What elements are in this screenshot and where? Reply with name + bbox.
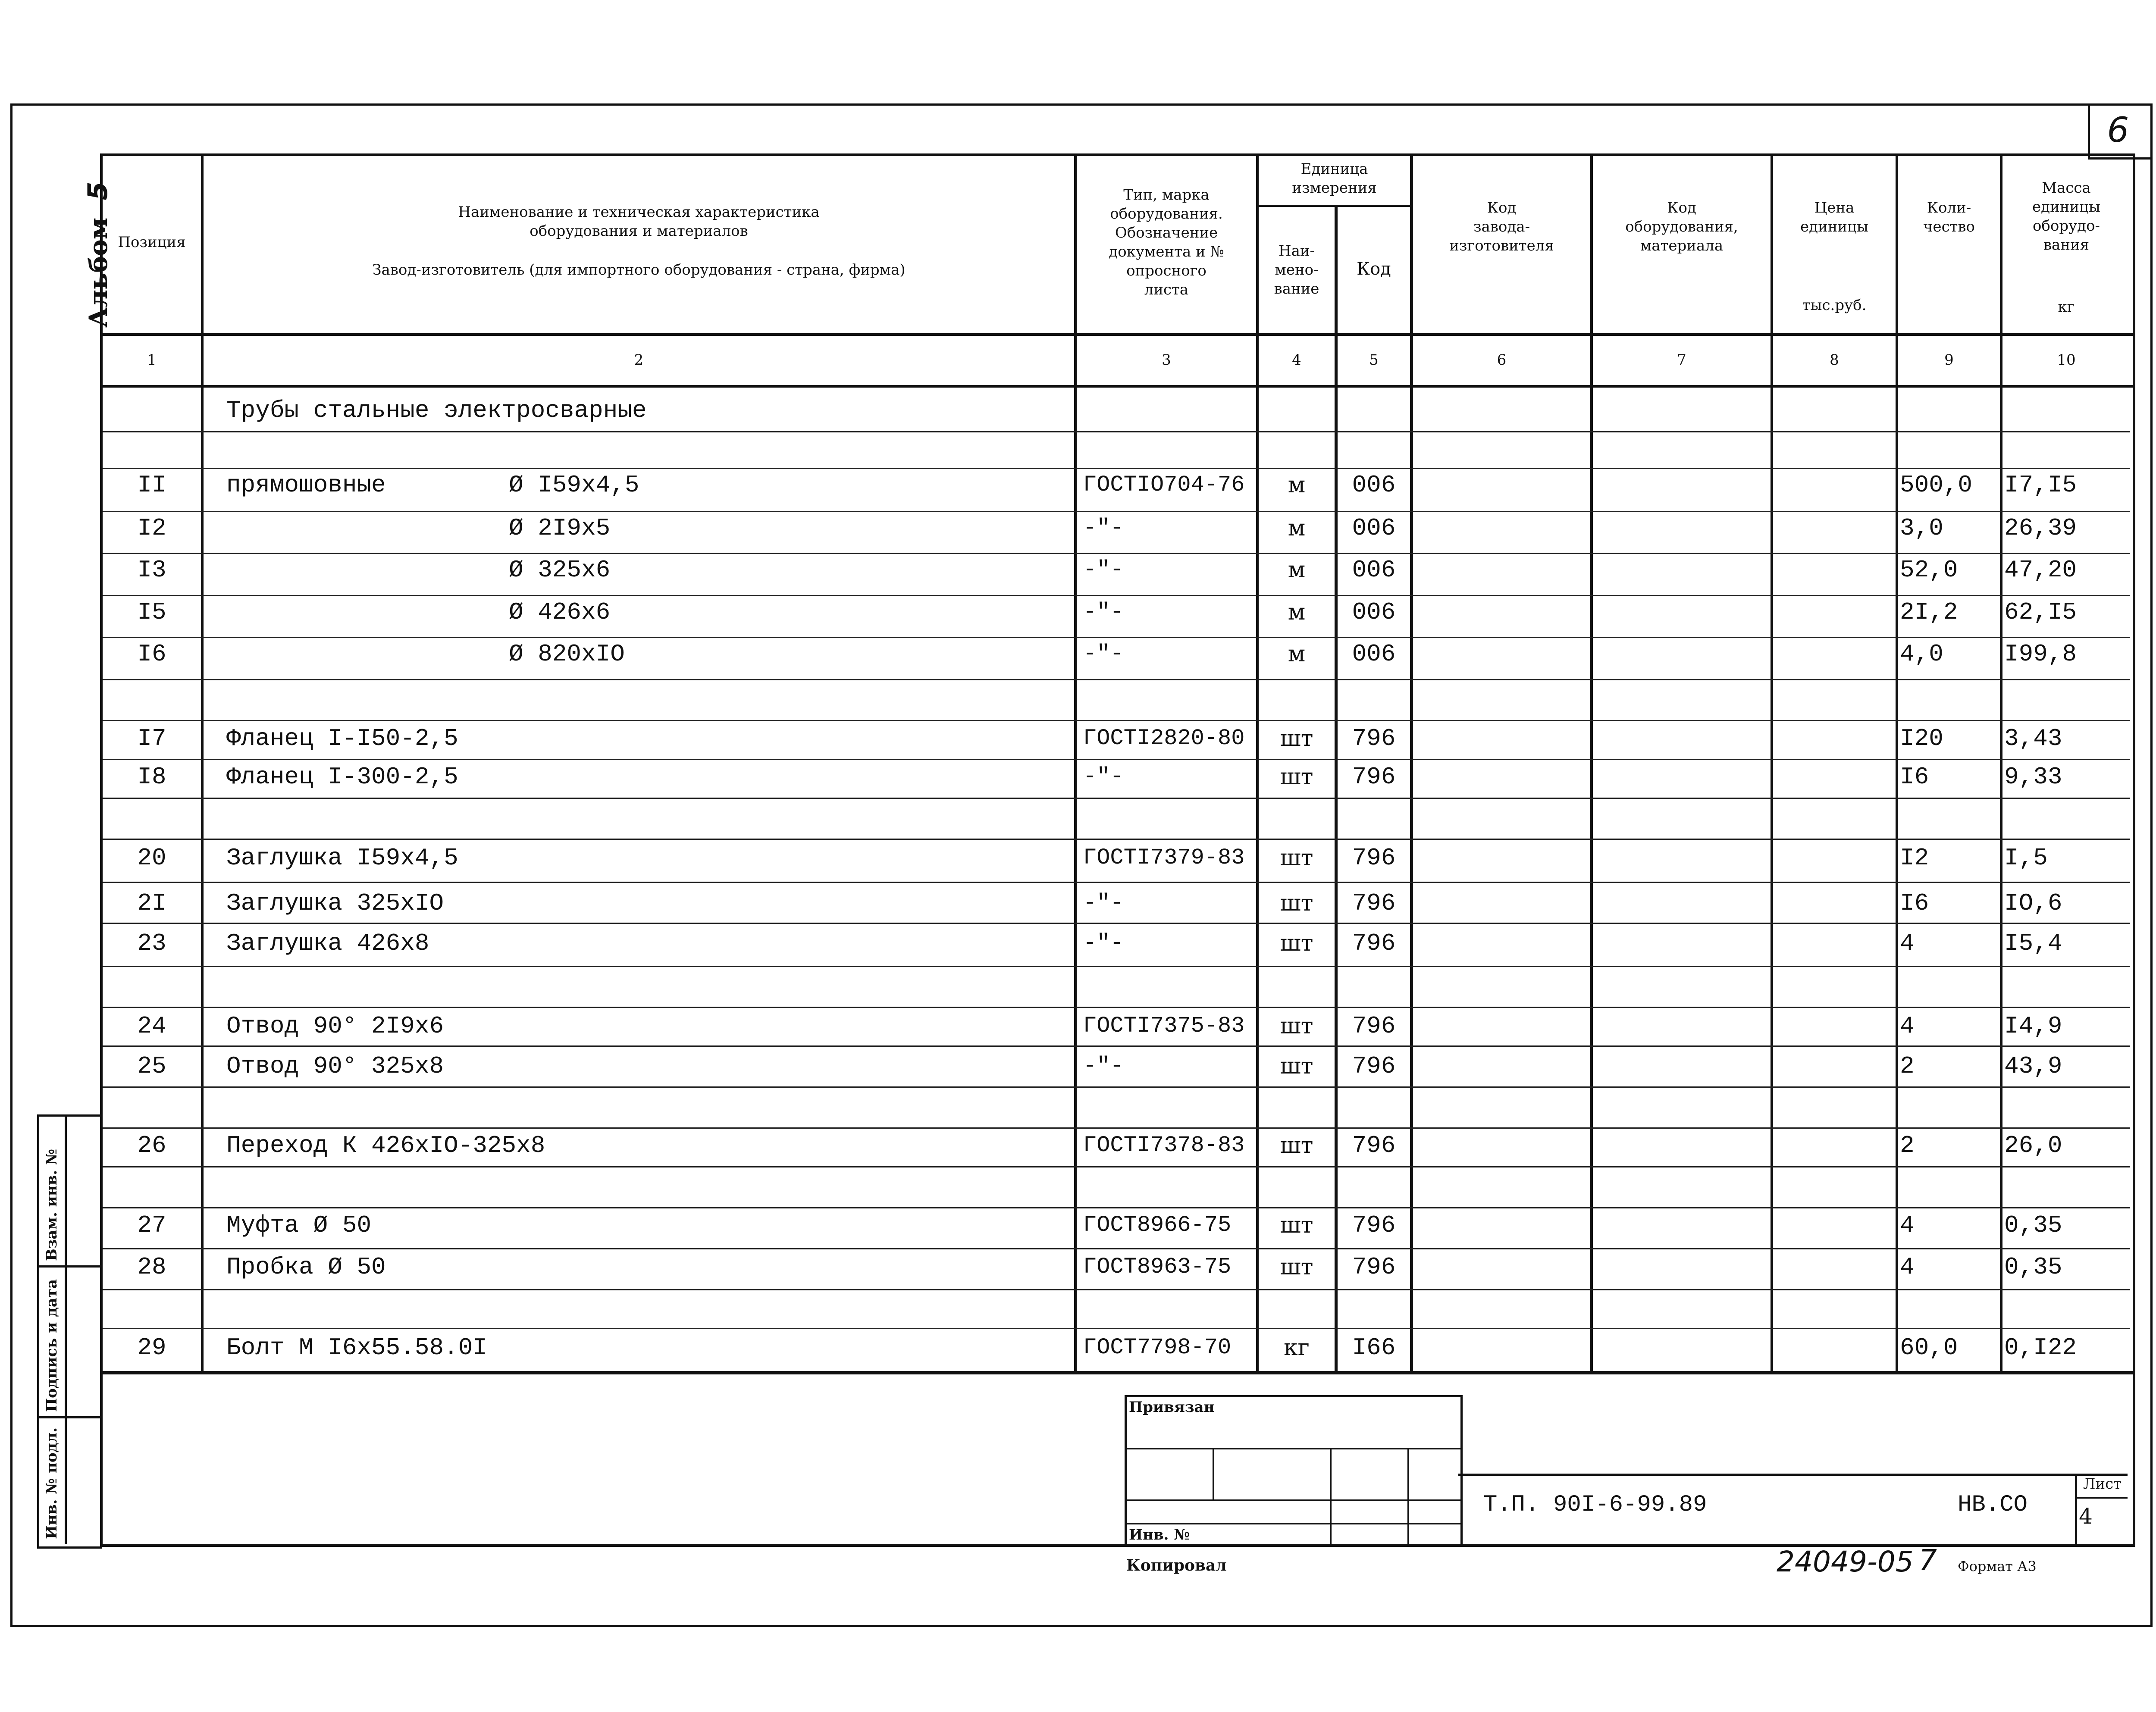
kopiroval-label: Копировал <box>1126 1556 1227 1574</box>
row-mass: 0,I22 <box>2004 1334 2077 1361</box>
row-doc: ГОСТI7375-83 <box>1083 1013 1245 1039</box>
row-qty: 2 <box>1900 1052 1915 1080</box>
row-divider <box>103 511 2130 512</box>
row-size: Ø 820xIO <box>509 640 625 668</box>
row-doc: ГОСТIO704-76 <box>1083 472 1245 498</box>
row-position: 24 <box>137 1012 166 1040</box>
row-position: 23 <box>137 930 166 957</box>
row-position: II <box>137 471 166 499</box>
row-unit: шт <box>1280 726 1313 751</box>
row-doc: ГОСТI7379-83 <box>1083 845 1245 870</box>
row-unit: шт <box>1280 890 1313 916</box>
col7-header-line: Код <box>1667 199 1696 216</box>
row-mass: 62,I5 <box>2004 598 2077 626</box>
sheet-number: 4 <box>2079 1504 2093 1529</box>
row-mass: 9,33 <box>2004 763 2062 791</box>
unit-group-header-line: Единица <box>1300 160 1368 178</box>
col8-header-line: Цена <box>1814 199 1855 216</box>
row-unit: м <box>1288 599 1306 625</box>
row-code: 796 <box>1352 844 1396 872</box>
row-position: I5 <box>137 598 166 626</box>
privyazan-label: Привязан <box>1129 1399 1215 1416</box>
privyazan-vline <box>1213 1448 1214 1501</box>
row-qty: 4 <box>1900 1012 1915 1040</box>
album-label-text: Альбом <box>84 217 113 328</box>
row-code: 796 <box>1352 763 1396 791</box>
col3-header-line: опросного <box>1126 262 1206 279</box>
col-number: 5 <box>1369 351 1379 369</box>
row-qty: 4 <box>1900 1253 1915 1281</box>
row-doc: -"- <box>1083 515 1124 541</box>
row-divider <box>103 839 2130 840</box>
privyazan-hline <box>1125 1523 1460 1524</box>
vline-6 <box>1590 153 1593 1373</box>
row-doc: -"- <box>1083 557 1124 582</box>
col2-header-line2: оборудования и материалов <box>530 222 748 240</box>
row-unit: шт <box>1280 1053 1313 1079</box>
col-number: 2 <box>634 351 644 369</box>
col10-unit: кг <box>2058 298 2075 316</box>
section-title: Трубы стальные электросварные <box>226 397 647 424</box>
row-doc: -"- <box>1083 641 1124 667</box>
row-divider <box>103 720 2130 721</box>
col-number: 9 <box>1944 351 1954 369</box>
col7-header-line: материала <box>1640 237 1724 254</box>
row-qty: 52,0 <box>1900 556 1958 584</box>
row-unit: м <box>1288 472 1306 498</box>
col3-header-line: оборудования. <box>1110 205 1223 222</box>
row-qty: 4,0 <box>1900 640 1943 668</box>
row-code: 006 <box>1352 556 1396 584</box>
row-qty: 2 <box>1900 1132 1915 1159</box>
col3-header-line: листа <box>1144 281 1189 298</box>
row-qty: I2 <box>1900 844 1929 872</box>
row-divider <box>103 923 2130 924</box>
row-doc: -"- <box>1083 599 1124 625</box>
row-unit: шт <box>1280 1013 1313 1039</box>
row-qty: I6 <box>1900 763 1929 791</box>
col4-header-line: Наи- <box>1278 242 1315 260</box>
col10-header-line: единицы <box>2032 198 2100 216</box>
row-divider <box>103 1127 2130 1129</box>
row-code: 796 <box>1352 930 1396 957</box>
row-doc: -"- <box>1083 1053 1124 1079</box>
col-number: 10 <box>2057 351 2076 369</box>
row-divider <box>103 966 2130 967</box>
side-stamp-hline <box>37 1416 100 1418</box>
row-qty: I6 <box>1900 889 1929 917</box>
row-mass: I5,4 <box>2004 930 2062 957</box>
col10-header-line: вания <box>2043 236 2090 254</box>
row-position: 29 <box>137 1334 166 1361</box>
row-position: 27 <box>137 1211 166 1239</box>
row-qty: 500,0 <box>1900 471 1973 499</box>
sheet-label: Лист <box>2083 1475 2122 1493</box>
row-name: Фланец I-300-2,5 <box>226 763 458 791</box>
row-code: 796 <box>1352 1132 1396 1159</box>
row-doc: ГОСТI7378-83 <box>1083 1133 1245 1158</box>
col2-header-line1: Наименование и техническая характеристика <box>458 203 820 221</box>
row-divider <box>103 553 2130 554</box>
row-unit: шт <box>1280 845 1313 871</box>
col-number: 1 <box>147 351 157 369</box>
row-name: Фланец I-I50-2,5 <box>226 725 458 752</box>
col-number: 3 <box>1162 351 1171 369</box>
col6-header-line: завода- <box>1473 218 1530 235</box>
row-mass: I4,9 <box>2004 1012 2062 1040</box>
col3-header-line: Тип, марка <box>1123 186 1210 203</box>
row-code: I66 <box>1352 1334 1396 1361</box>
col5-header: Код <box>1357 259 1391 279</box>
row-divider <box>103 1166 2130 1167</box>
col4-header-line: мено- <box>1275 261 1319 279</box>
row-position: 28 <box>137 1253 166 1281</box>
col7-header <box>1593 198 1771 255</box>
archive-sheet: 7 <box>1919 1543 1937 1577</box>
col-number: 7 <box>1677 351 1686 369</box>
sheet-corner-mark: 6 <box>2107 110 2129 150</box>
col-number: 4 <box>1292 351 1301 369</box>
row-mass: 26,0 <box>2004 1132 2062 1159</box>
row-unit: шт <box>1280 1254 1313 1280</box>
row-divider <box>103 1328 2130 1329</box>
row-doc: -"- <box>1083 930 1124 956</box>
privyazan-vline <box>1407 1448 1409 1544</box>
row-divider <box>103 1045 2130 1047</box>
row-mass: 0,35 <box>2004 1211 2062 1239</box>
header-bottom-line <box>100 333 2133 336</box>
row-code: 796 <box>1352 1012 1396 1040</box>
row-name: Отвод 90° 2I9x6 <box>226 1012 444 1040</box>
col4-header-line: вание <box>1274 280 1319 297</box>
row-position: 2I <box>137 889 166 917</box>
row-position: I8 <box>137 763 166 791</box>
row-name: Заглушка 325xIO <box>226 889 444 917</box>
col10-header <box>2002 178 2130 254</box>
privyazan-vline <box>1330 1448 1332 1544</box>
vline-4 <box>1335 206 1338 1373</box>
row-name: Заглушка I59x4,5 <box>226 844 458 872</box>
row-divider <box>103 468 2130 469</box>
col8-header-line: единицы <box>1800 218 1868 235</box>
col10-header-line: Масса <box>2042 179 2091 197</box>
row-name: Заглушка 426x8 <box>226 930 429 957</box>
row-divider <box>103 1289 2130 1290</box>
row-size: Ø 2I9x5 <box>509 514 611 542</box>
row-code: 006 <box>1352 640 1396 668</box>
row-code: 006 <box>1352 514 1396 542</box>
row-divider <box>103 431 2130 432</box>
col6-header-line: Код <box>1487 199 1517 216</box>
row-divider <box>103 1248 2130 1249</box>
row-doc: -"- <box>1083 890 1124 916</box>
col-number: 8 <box>1830 351 1839 369</box>
row-divider <box>103 679 2130 680</box>
row-doc: ГОСТ8963-75 <box>1083 1254 1232 1280</box>
row-mass: 47,20 <box>2004 556 2077 584</box>
row-code: 796 <box>1352 889 1396 917</box>
row-divider <box>103 1007 2130 1008</box>
col6-header <box>1413 198 1590 255</box>
row-unit: м <box>1288 557 1306 583</box>
col9-header-line: Коли- <box>1927 199 1971 216</box>
row-divider <box>103 798 2130 799</box>
col1-header: Позиция <box>118 234 186 251</box>
vline-5 <box>1410 153 1413 1373</box>
row-name: Болт М I6x55.58.0I <box>226 1334 487 1361</box>
row-name: прямошовные <box>226 471 386 499</box>
row-size: Ø I59x4,5 <box>509 471 639 499</box>
row-unit: м <box>1288 515 1306 541</box>
side-stamp-inv-podl: Инв. № подл. <box>43 1427 60 1539</box>
col3-header <box>1077 185 1256 299</box>
row-divider <box>103 759 2130 760</box>
row-code: 006 <box>1352 598 1396 626</box>
col7-header-line: оборудования, <box>1625 218 1738 235</box>
row-doc: ГОСТ7798-70 <box>1083 1335 1232 1360</box>
side-stamp-divider <box>37 1119 39 1541</box>
col9-header-line: чество <box>1923 218 1975 235</box>
row-code: 796 <box>1352 725 1396 752</box>
row-mass: 26,39 <box>2004 514 2077 542</box>
row-doc: ГОСТI2820-80 <box>1083 726 1245 751</box>
col3-header-line: документа и № <box>1109 243 1224 260</box>
privyazan-hline <box>1125 1448 1460 1449</box>
row-qty: 4 <box>1900 930 1915 957</box>
row-name: Муфта Ø 50 <box>226 1211 372 1239</box>
row-mass: I7,I5 <box>2004 471 2077 499</box>
row-qty: 2I,2 <box>1900 598 1958 626</box>
side-stamp-podpis: Подпись и дата <box>43 1279 60 1412</box>
row-unit: шт <box>1280 1212 1313 1238</box>
vline-2 <box>1074 153 1077 1373</box>
col3-header-line: Обозначение <box>1115 224 1218 241</box>
row-mass: 0,35 <box>2004 1253 2062 1281</box>
row-code: 796 <box>1352 1253 1396 1281</box>
row-position: I7 <box>137 725 166 752</box>
archive-number: 24049-05 <box>1777 1545 1914 1578</box>
row-code: 796 <box>1352 1052 1396 1080</box>
row-unit: м <box>1288 641 1306 667</box>
row-doc: -"- <box>1083 764 1124 789</box>
doc-code: Т.П. 90I-6-99.89 <box>1483 1492 1707 1518</box>
format-label: Формат А3 <box>1958 1558 2037 1574</box>
vline-7 <box>1771 153 1773 1373</box>
row-unit: кг <box>1284 1335 1310 1361</box>
row-name: Отвод 90° 325x8 <box>226 1052 444 1080</box>
col10-header-line: оборудо- <box>2032 217 2100 235</box>
row-size: Ø 426x6 <box>509 598 611 626</box>
row-unit: шт <box>1280 1133 1313 1158</box>
row-name: Пробка Ø 50 <box>226 1253 386 1281</box>
number-row-bottom-line <box>100 385 2133 388</box>
row-name: Переход К 426xIO-325x8 <box>226 1132 545 1159</box>
row-position: I3 <box>137 556 166 584</box>
row-position: I2 <box>137 514 166 542</box>
vline-9 <box>2000 153 2002 1373</box>
album-number: 5 <box>82 182 113 200</box>
col9-header <box>1898 198 2000 236</box>
row-qty: I20 <box>1900 725 1943 752</box>
row-divider <box>103 595 2130 596</box>
privyazan-hline <box>1125 1499 1460 1501</box>
row-code: 006 <box>1352 471 1396 499</box>
unit-group-header <box>1259 160 1410 197</box>
vline-8 <box>1896 153 1898 1373</box>
row-divider <box>103 882 2130 883</box>
row-qty: 60,0 <box>1900 1334 1958 1361</box>
row-position: 25 <box>137 1052 166 1080</box>
row-qty: 3,0 <box>1900 514 1943 542</box>
col4-header <box>1259 241 1335 298</box>
row-position: 20 <box>137 844 166 872</box>
col-number: 6 <box>1497 351 1507 369</box>
row-position: 26 <box>137 1132 166 1159</box>
unit-group-header-line: измерения <box>1292 179 1377 197</box>
row-divider <box>103 637 2130 638</box>
side-stamp-hline <box>37 1265 100 1268</box>
row-divider <box>103 1207 2130 1208</box>
row-code: 796 <box>1352 1211 1396 1239</box>
row-unit: шт <box>1280 764 1313 790</box>
vline-3 <box>1256 153 1259 1373</box>
row-position: I6 <box>137 640 166 668</box>
row-mass: 3,43 <box>2004 725 2062 752</box>
inv-no-label: Инв. № <box>1129 1526 1190 1543</box>
row-mass: I99,8 <box>2004 640 2077 668</box>
row-mass: I,5 <box>2004 844 2048 872</box>
col8-header <box>1773 198 1896 236</box>
row-divider <box>103 1086 2130 1088</box>
col2-header-line3: Завод-изготовитель (для импортного оборудования - страна, фирма) <box>372 261 906 279</box>
unit-group-split-line <box>1256 205 1412 207</box>
sheet-number-split <box>2075 1497 2128 1499</box>
row-qty: 4 <box>1900 1211 1915 1239</box>
side-stamp-vertical-line <box>65 1114 67 1544</box>
side-stamp-vzam: Взам. инв. № <box>43 1149 60 1261</box>
section-code: НВ.СО <box>1958 1492 2028 1518</box>
row-doc: ГОСТ8966-75 <box>1083 1212 1232 1238</box>
row-size: Ø 325x6 <box>509 556 611 584</box>
col8-unit: тыс.руб. <box>1802 297 1867 314</box>
row-mass: IO,6 <box>2004 889 2062 917</box>
row-unit: шт <box>1280 930 1313 956</box>
row-mass: 43,9 <box>2004 1052 2062 1080</box>
col6-header-line: изготовителя <box>1449 237 1554 254</box>
vline-1 <box>201 153 204 1373</box>
